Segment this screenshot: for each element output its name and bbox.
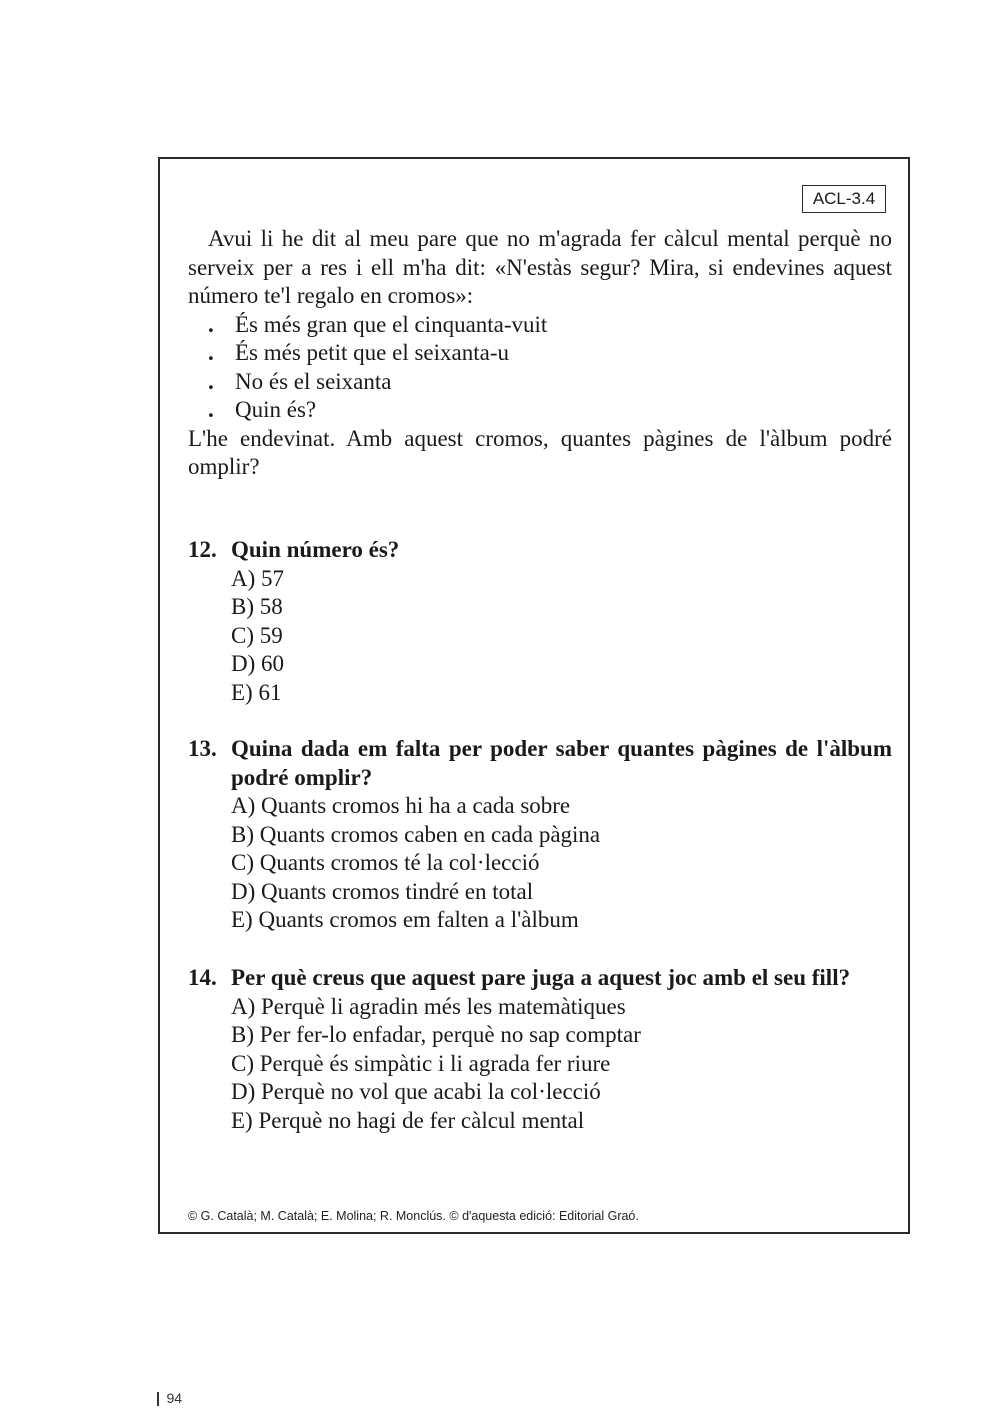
question-14	[188, 964, 892, 1135]
answer-option[interactable]: E) Quants cromos em falten a l'àlbum	[231, 907, 579, 932]
bullet-dot-icon: .	[208, 368, 214, 394]
worksheet-frame	[158, 157, 910, 1234]
answer-option[interactable]: C) Quants cromos té la col·lecció	[231, 850, 540, 875]
question-12	[188, 536, 892, 707]
bullet-dot-icon: .	[208, 397, 214, 422]
answer-option[interactable]: D) Perquè no vol que acabi la col·lecció	[231, 1079, 601, 1104]
answer-option[interactable]: A) Quants cromos hi ha a cada sobre	[231, 793, 571, 818]
answer-option[interactable]: B) Per fer-lo enfadar, perquè no sap comptar	[231, 1022, 641, 1047]
option-list	[188, 792, 892, 935]
bullet-dot-icon: .	[208, 340, 214, 365]
question-13	[188, 735, 892, 935]
answer-option[interactable]: C) Perquè és simpàtic i li agrada fer riure	[231, 1050, 611, 1076]
question-number: 13.	[188, 736, 217, 761]
clue-item: . És més petit que el seixanta-u	[208, 339, 892, 368]
question-text: Quin número és?	[231, 537, 400, 562]
answer-option[interactable]: A) 57	[231, 565, 285, 591]
page-number: 94	[157, 1390, 182, 1406]
clue-item: . No és el seixanta	[208, 368, 892, 397]
question-number: 14.	[188, 965, 217, 990]
answer-option[interactable]: D) Quants cromos tindré en total	[231, 878, 534, 904]
page-number-rule	[157, 1392, 159, 1406]
answer-option[interactable]: D) 60	[231, 651, 285, 676]
bullet-dot-icon: .	[208, 311, 214, 337]
clue-item: . Quin és?	[208, 396, 892, 425]
answer-option[interactable]: A) Perquè li agradin més les matemàtiques	[231, 993, 626, 1019]
clue-list	[188, 311, 892, 425]
option-list	[188, 993, 892, 1136]
intro-closing: L'he endevinat. Amb aquest cromos, quantes pàgines de l'àlbum podré omplir?	[188, 425, 892, 479]
clue-item: . És més gran que el cinquanta-vuit	[208, 311, 892, 340]
intro-paragraph: Avui li he dit al meu pare que no m'agrada fer càlcul mental perquè no serveix per a res i ell m'ha dit: «N'estàs segur? Mira, si endevines aquest número te'l regalo en cromos»:	[188, 226, 892, 308]
answer-option[interactable]: B) 58	[231, 594, 283, 619]
question-number: 12.	[188, 537, 217, 562]
answer-option[interactable]: C) 59	[231, 622, 283, 648]
copyright-footer: © G. Català; M. Català; E. Molina; R. Monclús. © d'aquesta edició: Editorial Graó.	[188, 1209, 639, 1223]
question-text: Per què creus que aquest pare juga a aquest joc amb el seu fill?	[231, 965, 851, 990]
question-text: Quina dada em falta per poder saber quantes pàgines de l'àlbum podré omplir?	[231, 736, 892, 790]
answer-option[interactable]: E) Perquè no hagi de fer càlcul mental	[231, 1107, 585, 1133]
intro-section	[188, 225, 892, 482]
worksheet-code-label: ACL-3.4	[802, 185, 886, 213]
option-list	[188, 565, 892, 708]
answer-option[interactable]: B) Quants cromos caben en cada pàgina	[231, 821, 601, 847]
answer-option[interactable]: E) 61	[231, 679, 282, 705]
